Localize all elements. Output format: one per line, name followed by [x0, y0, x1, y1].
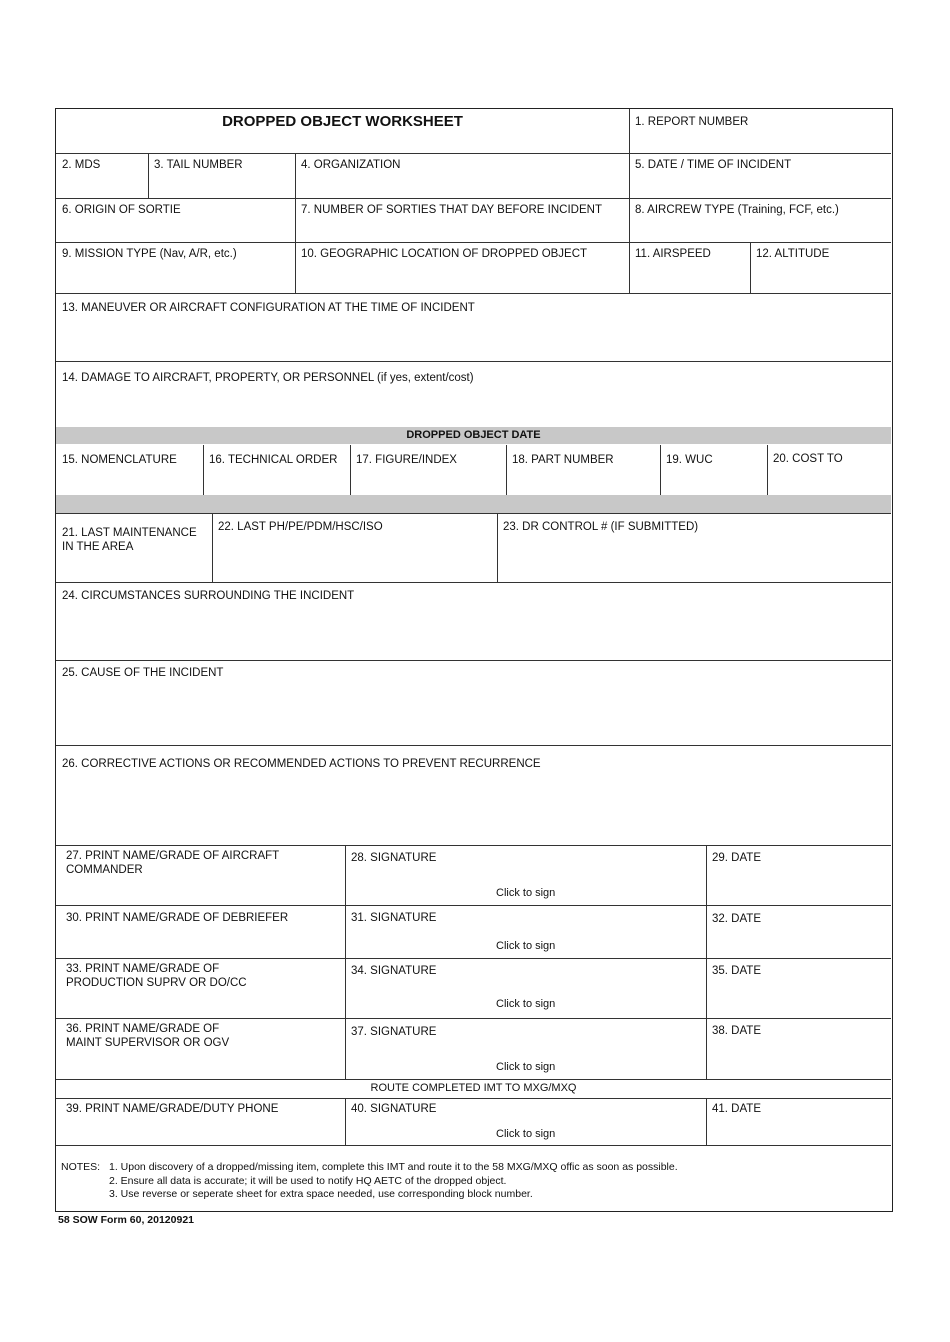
debriefer-name-field[interactable]: 30. PRINT NAME/GRADE OF DEBRIEFER	[66, 912, 289, 924]
tail-number-field[interactable]: 3. TAIL NUMBER	[154, 159, 243, 171]
debriefer-date-field[interactable]: 32. DATE	[712, 913, 761, 925]
note-item-2: 2. Ensure all data is accurate; it will be used to notify HQ AETC of the dropped object.	[109, 1174, 507, 1187]
click-to-sign-34[interactable]: Click to sign	[496, 998, 556, 1010]
maneuver-configuration-field[interactable]: 13. MANEUVER OR AIRCRAFT CONFIGURATION AT THE TIME OF INCIDENT	[62, 302, 475, 314]
sorties-before-incident-field[interactable]: 7. NUMBER OF SORTIES THAT DAY BEFORE INCIDENT	[301, 204, 602, 216]
aircraft-commander-signature-field[interactable]: 28. SIGNATURE	[351, 852, 437, 864]
mission-type-field[interactable]: 9. MISSION TYPE (Nav, A/R, etc.)	[62, 248, 237, 260]
note-item-3: 3. Use reverse or seperate sheet for extra space needed, use corresponding block number.	[109, 1188, 533, 1200]
corrective-actions-field[interactable]: 26. CORRECTIVE ACTIONS OR RECOMMENDED ACTIONS TO PREVENT RECURRENCE	[62, 758, 541, 770]
maint-supervisor-date-field[interactable]: 38. DATE	[712, 1025, 761, 1037]
dr-control-field[interactable]: 23. DR CONTROL # (IF SUBMITTED)	[503, 521, 699, 533]
notes-label: NOTES:	[61, 1161, 101, 1173]
nomenclature-field[interactable]: 15. NOMENCLATURE	[62, 454, 177, 466]
cost-to-field[interactable]: 20. COST TO	[773, 453, 843, 465]
geographic-location-field[interactable]: 10. GEOGRAPHIC LOCATION OF DROPPED OBJECT	[301, 248, 588, 260]
wuc-field[interactable]: 19. WUC	[666, 454, 713, 466]
last-maintenance-field[interactable]: 21. LAST MAINTENANCE IN THE AREA	[62, 527, 197, 553]
production-supervisor-signature-field[interactable]: 34. SIGNATURE	[351, 965, 437, 977]
last-ph-field[interactable]: 22. LAST PH/PE/PDM/HSC/ISO	[218, 521, 383, 533]
debriefer-signature-field[interactable]: 31. SIGNATURE	[351, 912, 437, 924]
section-band-blank	[56, 495, 891, 513]
notes-block	[61, 1161, 678, 1202]
part-number-field[interactable]: 18. PART NUMBER	[512, 454, 614, 466]
form-footer-id: 58 SOW Form 60, 20120921	[58, 1214, 194, 1226]
click-to-sign-31[interactable]: Click to sign	[496, 940, 556, 952]
dropped-object-form	[55, 108, 893, 1212]
duty-date-field[interactable]: 41. DATE	[712, 1103, 761, 1115]
aircrew-type-field[interactable]: 8. AIRCREW TYPE (Training, FCF, etc.)	[635, 204, 839, 216]
aircraft-commander-name-field[interactable]: 27. PRINT NAME/GRADE OF AIRCRAFT COMMANDER	[66, 850, 280, 876]
click-to-sign-40[interactable]: Click to sign	[496, 1128, 556, 1140]
click-to-sign-37[interactable]: Click to sign	[496, 1061, 556, 1073]
route-instruction: ROUTE COMPLETED IMT TO MXG/MXQ	[370, 1082, 577, 1094]
report-number-field[interactable]: 1. REPORT NUMBER	[635, 116, 749, 128]
altitude-field[interactable]: 12. ALTITUDE	[756, 248, 830, 260]
duty-signature-field[interactable]: 40. SIGNATURE	[351, 1103, 437, 1115]
airspeed-field[interactable]: 11. AIRSPEED	[635, 248, 711, 260]
origin-of-sortie-field[interactable]: 6. ORIGIN OF SORTIE	[62, 204, 181, 216]
aircraft-commander-date-field[interactable]: 29. DATE	[712, 852, 761, 864]
click-to-sign-28[interactable]: Click to sign	[496, 887, 556, 899]
production-supervisor-name-field[interactable]: 33. PRINT NAME/GRADE OF PRODUCTION SUPRV OR DO/CC	[66, 963, 247, 989]
figure-index-field[interactable]: 17. FIGURE/INDEX	[356, 454, 457, 466]
cause-field[interactable]: 25. CAUSE OF THE INCIDENT	[62, 667, 224, 679]
circumstances-field[interactable]: 24. CIRCUMSTANCES SURROUNDING THE INCIDENT	[62, 590, 355, 602]
form-title: DROPPED OBJECT WORKSHEET	[222, 113, 463, 130]
damage-field[interactable]: 14. DAMAGE TO AIRCRAFT, PROPERTY, OR PERSONNEL (if yes, extent/cost)	[62, 372, 474, 384]
technical-order-field[interactable]: 16. TECHNICAL ORDER	[209, 454, 338, 466]
mds-field[interactable]: 2. MDS	[62, 159, 101, 171]
note-item-1: 1. Upon discovery of a dropped/missing item, complete this IMT and route it to the 58 MXG/MXQ offic as soon as possible.	[109, 1161, 678, 1173]
section-title-dropped-object: DROPPED OBJECT DATE	[406, 429, 541, 441]
duty-phone-name-field[interactable]: 39. PRINT NAME/GRADE/DUTY PHONE	[66, 1103, 279, 1115]
production-supervisor-date-field[interactable]: 35. DATE	[712, 965, 761, 977]
organization-field[interactable]: 4. ORGANIZATION	[301, 159, 401, 171]
date-time-incident-field[interactable]: 5. DATE / TIME OF INCIDENT	[635, 159, 792, 171]
maint-supervisor-signature-field[interactable]: 37. SIGNATURE	[351, 1026, 437, 1038]
maint-supervisor-name-field[interactable]: 36. PRINT NAME/GRADE OF MAINT SUPERVISOR OR OGV	[66, 1023, 230, 1049]
